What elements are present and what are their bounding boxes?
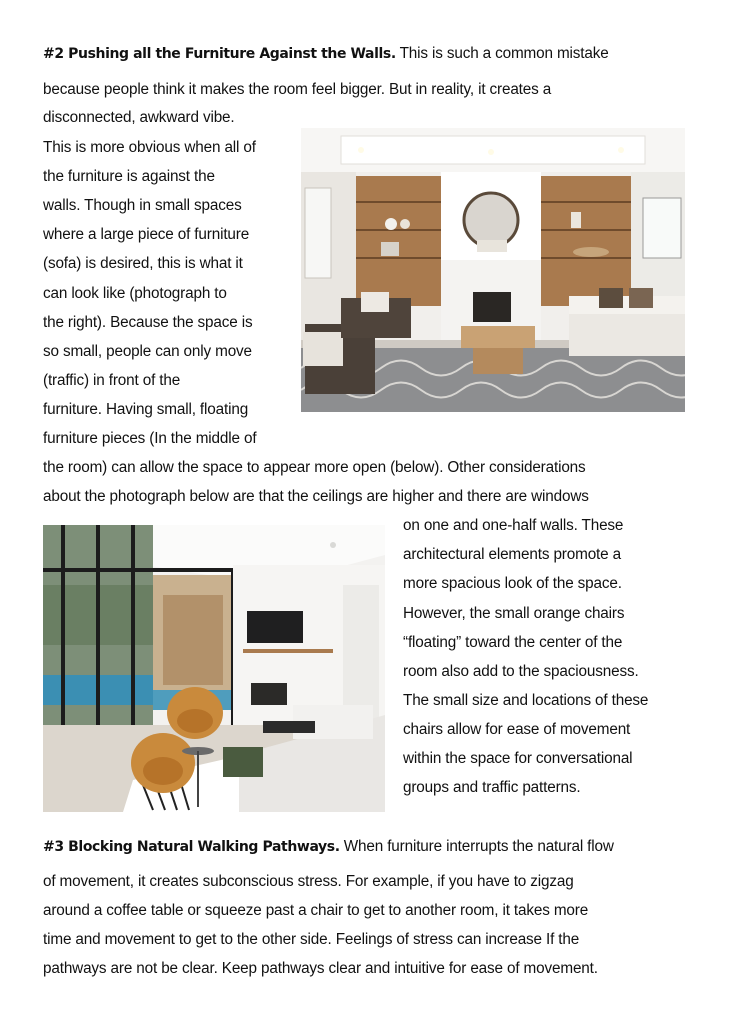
- section2-heading-tail: This is such a common mistake: [395, 45, 609, 62]
- section2-line: room also add to the spaciousness.: [403, 663, 639, 680]
- section2-line: furniture pieces (In the middle of: [43, 430, 257, 447]
- section2-line: because people think it makes the room feel bigger. But in reality, it creates a: [43, 81, 552, 98]
- section2-line: within the space for conversational: [403, 750, 633, 767]
- section2-line: disconnected, awkward vibe.: [43, 109, 235, 126]
- section2-line: This is more obvious when all of: [43, 139, 256, 156]
- section3-line: around a coffee table or squeeze past a chair to get to another room, it takes more: [43, 902, 589, 919]
- section2-heading-line: [43, 44, 609, 64]
- section2-line: The small size and locations of these: [403, 692, 649, 709]
- section2-line: chairs allow for ease of movement: [403, 721, 631, 738]
- section2-line: However, the small orange chairs: [403, 605, 625, 622]
- section3-heading-line: [43, 837, 614, 857]
- section2-heading: #2 Pushing all the Furniture Against the Walls.: [43, 46, 396, 62]
- section3-line: pathways are not be clear. Keep pathways clear and intuitive for ease of movement.: [43, 960, 598, 977]
- section3-line: time and movement to get to the other side. Feelings of stress can increase If the: [43, 931, 580, 948]
- section2-line: about the photograph below are that the ceilings are higher and there are windows: [43, 488, 589, 505]
- section3-line: of movement, it creates subconscious stress. For example, if you have to zigzag: [43, 873, 574, 890]
- section2-line: “floating” toward the center of the: [403, 634, 623, 651]
- section2-line: the room) can allow the space to appear more open (below). Other considerations: [43, 459, 586, 476]
- section2-line: where a large piece of furniture: [43, 226, 250, 243]
- section2-line: walls. Though in small spaces: [43, 197, 242, 214]
- section2-line: (traffic) in front of the: [43, 372, 181, 389]
- section2-line: furniture. Having small, floating: [43, 401, 249, 418]
- open-room-photo: [43, 525, 385, 812]
- section2-line: the right). Because the space is: [43, 314, 253, 331]
- section2-line: groups and traffic patterns.: [403, 779, 581, 796]
- living-room-photo: [301, 128, 685, 412]
- section2-line: so small, people can only move: [43, 343, 252, 360]
- section2-line: can look like (photograph to: [43, 285, 227, 302]
- section2-line: (sofa) is desired, this is what it: [43, 255, 243, 272]
- section2-line: on one and one-half walls. These: [403, 517, 624, 534]
- section3-heading-tail: When furniture interrupts the natural flow: [339, 838, 614, 855]
- section3-heading: #3 Blocking Natural Walking Pathways.: [43, 839, 340, 855]
- section2-line: architectural elements promote a: [403, 546, 621, 563]
- section2-line: the furniture is against the: [43, 168, 215, 185]
- section2-line: more spacious look of the space.: [403, 575, 622, 592]
